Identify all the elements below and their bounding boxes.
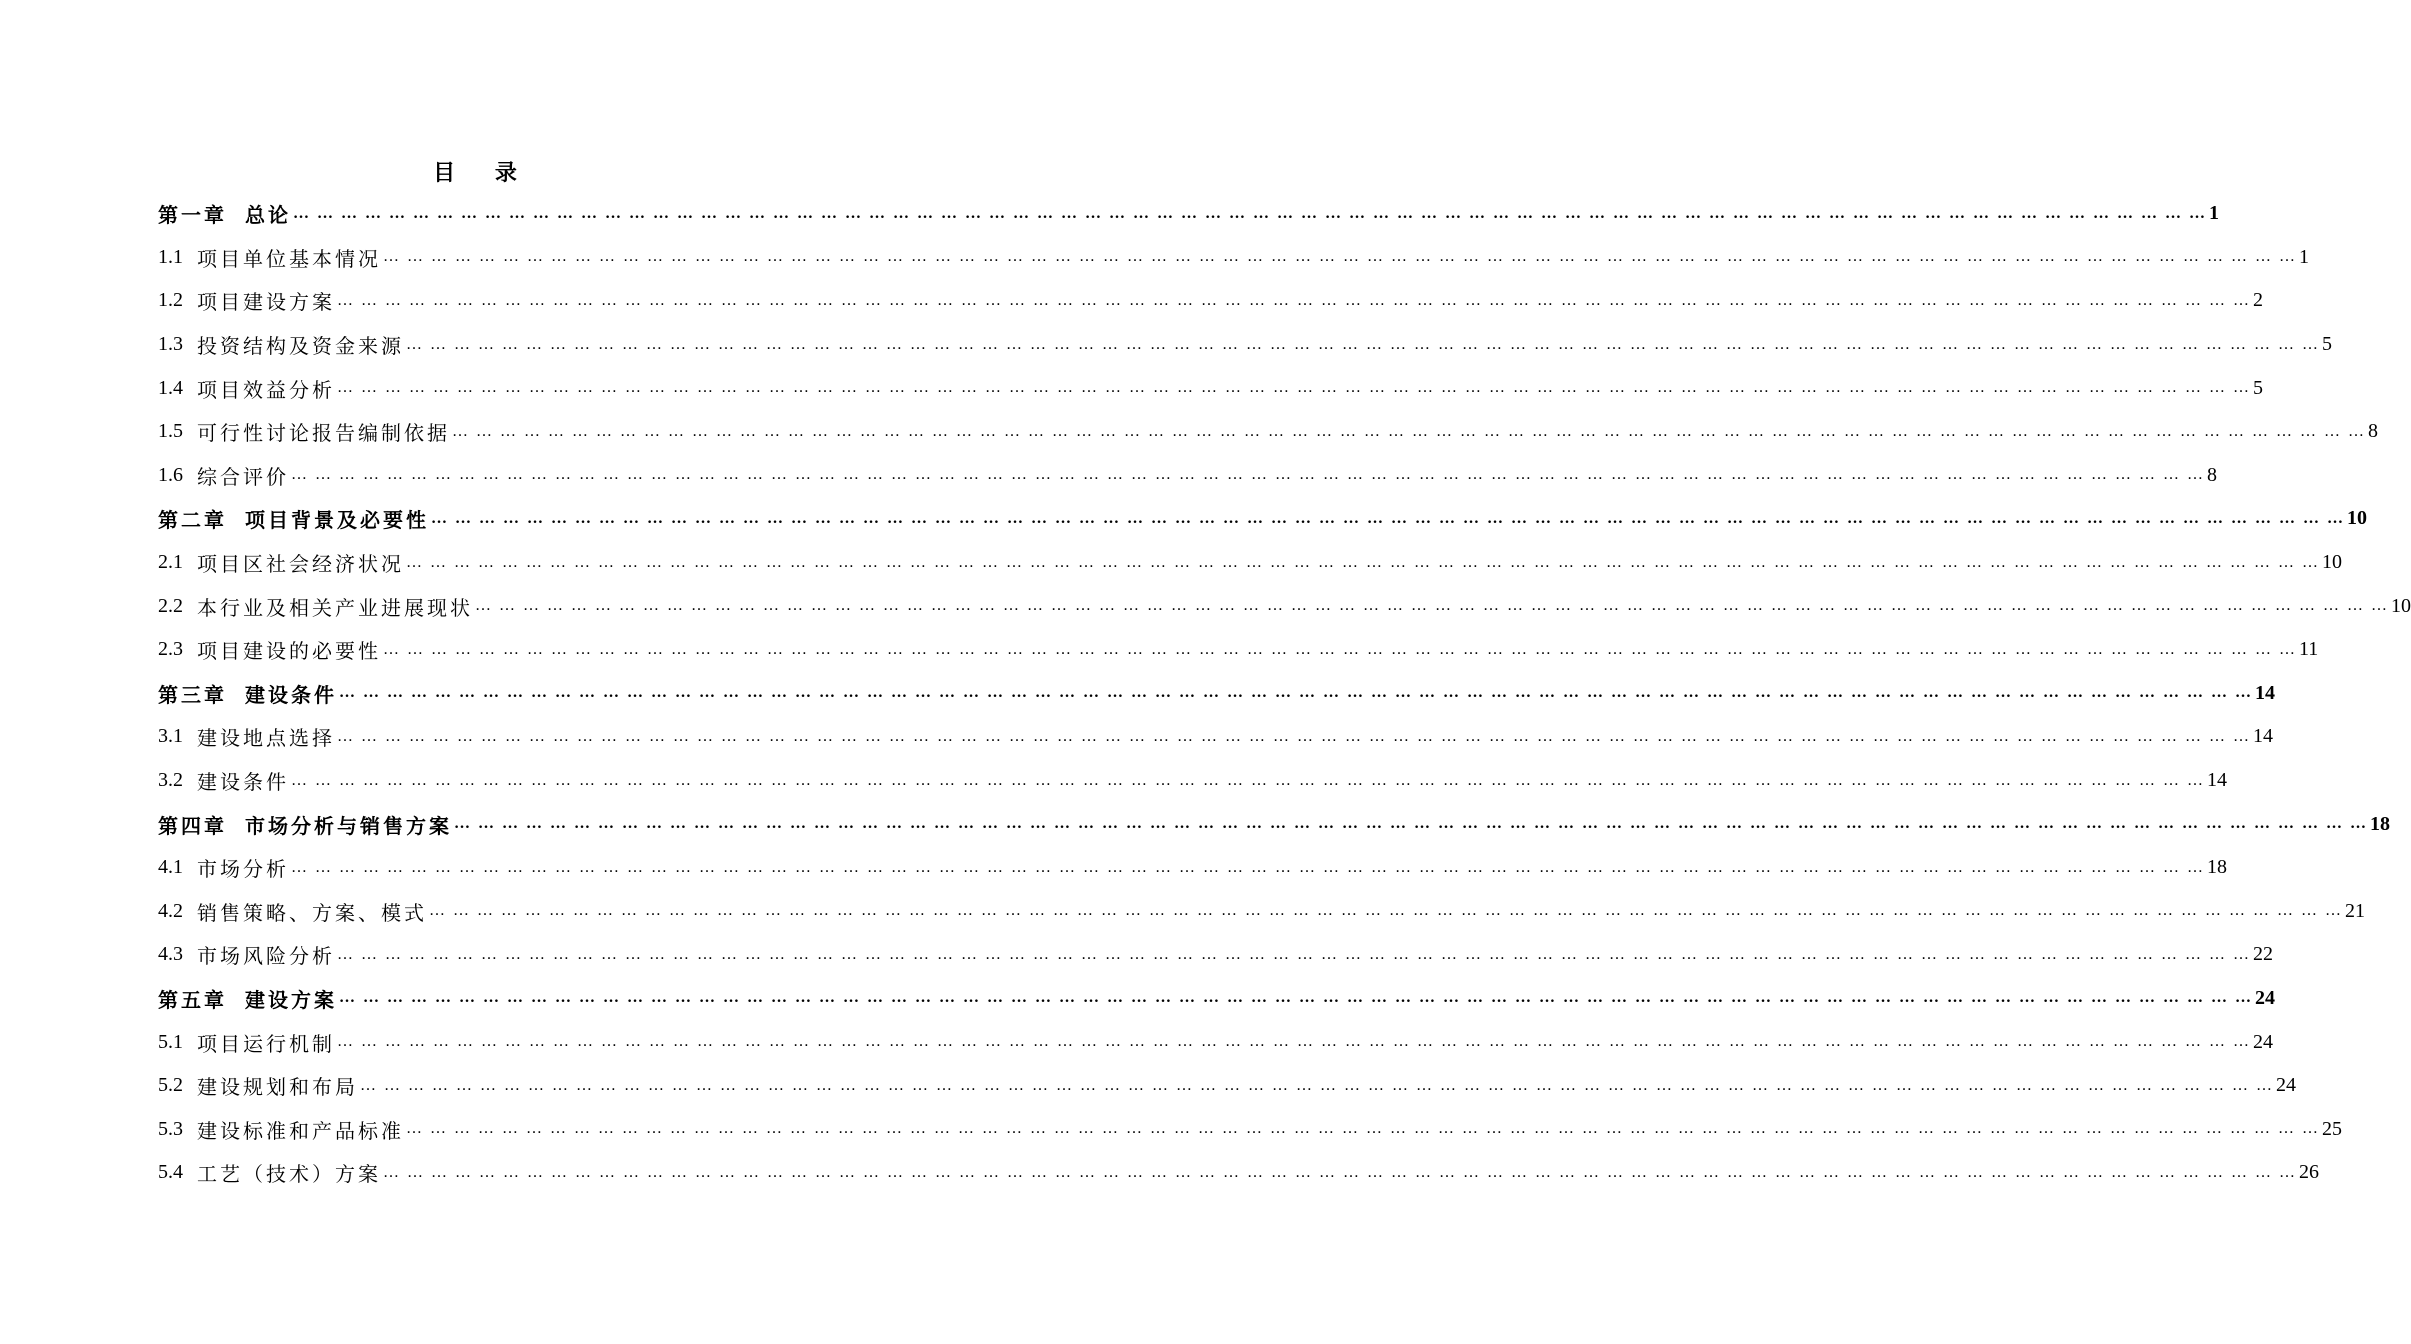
toc-page-number: 11 <box>2299 638 2319 661</box>
toc-entry-label: 建设方案 <box>245 987 337 1012</box>
toc-page-number: 24 <box>2276 1074 2296 1097</box>
toc-dot-leader: … … … … … … … … … … … … … … … … … … … … … … … … … … … … … … … … … … … … … … … … … … … … … … … … … … … … … … … … … … … … … … … … … … … … … … … … … … … … … … … … <box>337 291 2251 309</box>
toc-entry-label: 建设规划和布局 <box>197 1075 358 1100</box>
toc-page-number: 10 <box>2347 507 2367 530</box>
toc-entry-number: 1.4 <box>158 376 183 399</box>
toc-entry-label: 综合评价 <box>197 464 289 489</box>
toc-dot-leader: … … … … … … … … … … … … … … … … … … … … … … … … … … … … … … … … … … … … … … … … … … … … … … … … … … … … … … … … … … … … … … … … … … … … … … … … … … … … … … … … <box>452 422 2366 440</box>
toc-entry-label: 项目背景及必要性 <box>245 508 429 533</box>
toc-entry-label: 市场分析 <box>197 857 289 882</box>
toc-chapter-entry[interactable] <box>158 977 2275 1021</box>
toc-entry-number: 5.1 <box>158 1030 183 1053</box>
toc-chapter-entry[interactable] <box>158 192 2219 236</box>
toc-title: 目 录 <box>433 160 533 186</box>
toc-dot-leader: … … … … … … … … … … … … … … … … … … … … … … … … … … … … … … … … … … … … … … … … … … … … … … … … … … … … … … … … … … … … … … … … … … … … … … … … … … … … … … … … <box>406 553 2320 571</box>
toc-page-number: 14 <box>2207 769 2227 792</box>
toc-section-entry[interactable] <box>158 541 2342 585</box>
toc-entry-number: 4.2 <box>158 899 183 922</box>
toc-entry-label: 项目区社会经济状况 <box>197 552 404 577</box>
toc-page-number: 22 <box>2253 943 2273 966</box>
toc-entry-number: 3.1 <box>158 725 183 748</box>
toc-dot-leader: … … … … … … … … … … … … … … … … … … … … … … … … … … … … … … … … … … … … … … … … … … … … … … … … … … … … … … … … … … … … … … … … … … … … … … … … … … … … … … … … <box>337 945 2251 963</box>
toc-entry-number: 第三章 <box>158 682 227 707</box>
toc-entry-number: 3.2 <box>158 769 183 792</box>
toc-entry-label: 项目建设的必要性 <box>197 639 381 664</box>
toc-entry-label: 市场风险分析 <box>197 944 335 969</box>
toc-list <box>158 192 2411 1195</box>
toc-entry-number: 1.6 <box>158 463 183 486</box>
toc-entry-number: 1.3 <box>158 333 183 356</box>
toc-entry-number: 2.3 <box>158 638 183 661</box>
toc-dot-leader: … … … … … … … … … … … … … … … … … … … … … … … … … … … … … … … … … … … … … … … … … … … … … … … … … … … … … … … … … … … … … … … … … … … … … … … … … … … … … … … … <box>337 1033 2251 1051</box>
toc-page-number: 10 <box>2322 551 2342 574</box>
toc-section-entry[interactable] <box>158 933 2273 977</box>
toc-page-number: 18 <box>2370 812 2390 835</box>
toc-entry-number: 1.2 <box>158 289 183 312</box>
toc-chapter-entry[interactable] <box>158 497 2367 541</box>
toc-page-number: 24 <box>2255 986 2275 1009</box>
toc-section-entry[interactable] <box>158 279 2263 323</box>
toc-entry-number: 2.2 <box>158 594 183 617</box>
toc-entry-label: 投资结构及资金来源 <box>197 334 404 359</box>
toc-section-entry[interactable] <box>158 890 2365 934</box>
toc-page-number: 2 <box>2253 289 2263 312</box>
toc-entry-label: 项目运行机制 <box>197 1031 335 1056</box>
toc-dot-leader: … … … … … … … … … … … … … … … … … … … … … … … … … … … … … … … … … … … … … … … … … … … … … … … … … … … … … … … … … … … … … … … … … … … … … … … … … … … … … … … … <box>431 509 2345 527</box>
toc-section-entry[interactable] <box>158 454 2217 498</box>
toc-entry-label: 项目单位基本情况 <box>197 246 381 271</box>
toc-dot-leader: … … … … … … … … … … … … … … … … … … … … … … … … … … … … … … … … … … … … … … … … … … … … … … … … … … … … … … … … … … … … … … … … … … … … … … … … … … … … … … … … <box>291 771 2205 789</box>
toc-dot-leader: … … … … … … … … … … … … … … … … … … … … … … … … … … … … … … … … … … … … … … … … … … … … … … … … … … … … … … … … … … … … … … … … … … … … … … … … … … … … … … … … <box>339 684 2253 702</box>
toc-dot-leader: … … … … … … … … … … … … … … … … … … … … … … … … … … … … … … … … … … … … … … … … … … … … … … … … … … … … … … … … … … … … … … … … … … … … … … … … … … … … … … … … <box>475 597 2389 615</box>
toc-dot-leader: … … … … … … … … … … … … … … … … … … … … … … … … … … … … … … … … … … … … … … … … … … … … … … … … … … … … … … … … … … … … … … … … … … … … … … … … … … … … … … … … <box>337 727 2251 745</box>
toc-entry-label: 项目建设方案 <box>197 290 335 315</box>
toc-section-entry[interactable] <box>158 366 2263 410</box>
toc-section-entry[interactable] <box>158 759 2227 803</box>
toc-page-number: 10 <box>2391 594 2411 617</box>
toc-section-entry[interactable] <box>158 1064 2296 1108</box>
toc-page-number: 1 <box>2209 202 2219 225</box>
toc-entry-number: 2.1 <box>158 551 183 574</box>
toc-chapter-entry[interactable] <box>158 802 2390 846</box>
toc-page-number: 21 <box>2345 899 2365 922</box>
toc-page-number: 14 <box>2255 681 2275 704</box>
toc-entry-number: 第二章 <box>158 508 227 533</box>
toc-entry-label: 项目效益分析 <box>197 377 335 402</box>
toc-page-number: 1 <box>2299 245 2309 268</box>
toc-entry-label: 本行业及相关产业进展现状 <box>197 595 473 620</box>
toc-entry-number: 4.3 <box>158 943 183 966</box>
toc-entry-label: 工艺（技术）方案 <box>197 1162 381 1187</box>
toc-page-number: 25 <box>2322 1117 2342 1140</box>
toc-entry-number: 5.3 <box>158 1117 183 1140</box>
toc-entry-label: 建设条件 <box>245 682 337 707</box>
toc-entry-number: 第四章 <box>158 813 227 838</box>
toc-dot-leader: … … … … … … … … … … … … … … … … … … … … … … … … … … … … … … … … … … … … … … … … … … … … … … … … … … … … … … … … … … … … … … … … … … … … … … … … … … … … … … … … <box>360 1076 2274 1094</box>
toc-page-number: 8 <box>2368 420 2378 443</box>
toc-dot-leader: … … … … … … … … … … … … … … … … … … … … … … … … … … … … … … … … … … … … … … … … … … … … … … … … … … … … … … … … … … … … … … … … … … … … … … … … … … … … … … … … <box>383 1163 2297 1181</box>
toc-dot-leader: … … … … … … … … … … … … … … … … … … … … … … … … … … … … … … … … … … … … … … … … … … … … … … … … … … … … … … … … … … … … … … … … … … … … … … … … … … … … … … … … <box>337 379 2251 397</box>
toc-entry-number: 第一章 <box>158 203 227 228</box>
toc-section-entry[interactable] <box>158 715 2273 759</box>
toc-entry-label: 市场分析与销售方案 <box>245 813 452 838</box>
toc-dot-leader: … … … … … … … … … … … … … … … … … … … … … … … … … … … … … … … … … … … … … … … … … … … … … … … … … … … … … … … … … … … … … … … … … … … … … … … … … … … … … … … … <box>339 989 2253 1007</box>
toc-entry-number: 第五章 <box>158 987 227 1012</box>
toc-section-entry[interactable] <box>158 236 2309 280</box>
toc-page-number: 18 <box>2207 856 2227 879</box>
toc-section-entry[interactable] <box>158 410 2378 454</box>
toc-section-entry[interactable] <box>158 1020 2273 1064</box>
toc-dot-leader: … … … … … … … … … … … … … … … … … … … … … … … … … … … … … … … … … … … … … … … … … … … … … … … … … … … … … … … … … … … … … … … … … … … … … … … … … … … … … … … … <box>383 640 2297 658</box>
toc-dot-leader: … … … … … … … … … … … … … … … … … … … … … … … … … … … … … … … … … … … … … … … … … … … … … … … … … … … … … … … … … … … … … … … … … … … … … … … … … … … … … … … … <box>406 335 2320 353</box>
toc-section-entry[interactable] <box>158 323 2332 367</box>
toc-section-entry[interactable] <box>158 846 2227 890</box>
toc-page-number: 24 <box>2253 1030 2273 1053</box>
toc-entry-label: 建设地点选择 <box>197 726 335 751</box>
toc-entry-number: 5.2 <box>158 1074 183 1097</box>
toc-section-entry[interactable] <box>158 628 2319 672</box>
toc-entry-number: 1.1 <box>158 245 183 268</box>
toc-section-entry[interactable] <box>158 1151 2319 1195</box>
toc-dot-leader: … … … … … … … … … … … … … … … … … … … … … … … … … … … … … … … … … … … … … … … … … … … … … … … … … … … … … … … … … … … … … … … … … … … … … … … … … … … … … … … … <box>406 1120 2320 1138</box>
toc-dot-leader: … … … … … … … … … … … … … … … … … … … … … … … … … … … … … … … … … … … … … … … … … … … … … … … … … … … … … … … … … … … … … … … … … … … … … … … … … … … … … … … … <box>383 248 2297 266</box>
toc-dot-leader: … … … … … … … … … … … … … … … … … … … … … … … … … … … … … … … … … … … … … … … … … … … … … … … … … … … … … … … … … … … … … … … … … … … … … … … … … … … … … … … … <box>429 902 2343 920</box>
toc-entry-number: 1.5 <box>158 420 183 443</box>
toc-page-number: 5 <box>2253 376 2263 399</box>
toc-entry-label: 销售策略、方案、模式 <box>197 900 427 925</box>
toc-page-number: 5 <box>2322 333 2332 356</box>
toc-chapter-entry[interactable] <box>158 672 2275 716</box>
toc-entry-number: 5.4 <box>158 1161 183 1184</box>
toc-dot-leader: … … … … … … … … … … … … … … … … … … … … … … … … … … … … … … … … … … … … … … … … … … … … … … … … … … … … … … … … … … … … … … … … … … … … … … … … … … … … … … … … <box>291 858 2205 876</box>
toc-dot-leader: … … … … … … … … … … … … … … … … … … … … … … … … … … … … … … … … … … … … … … … … … … … … … … … … … … … … … … … … … … … … … … … … … … … … … … … … … … … … … … … … <box>291 466 2205 484</box>
toc-page-number: 14 <box>2253 725 2273 748</box>
toc-section-entry[interactable] <box>158 584 2411 628</box>
toc-entry-label: 建设条件 <box>197 770 289 795</box>
toc-entry-label: 建设标准和产品标准 <box>197 1118 404 1143</box>
toc-page-number: 26 <box>2299 1161 2319 1184</box>
toc-dot-leader: … … … … … … … … … … … … … … … … … … … … … … … … … … … … … … … … … … … … … … … … … … … … … … … … … … … … … … … … … … … … … … … … … … … … … … … … … … … … … … … … <box>293 204 2207 222</box>
toc-section-entry[interactable] <box>158 1107 2342 1151</box>
toc-dot-leader: … … … … … … … … … … … … … … … … … … … … … … … … … … … … … … … … … … … … … … … … … … … … … … … … … … … … … … … … … … … … … … … … … … … … … … … … … … … … … … … … <box>454 815 2368 833</box>
toc-entry-label: 可行性讨论报告编制依据 <box>197 421 450 446</box>
toc-entry-label: 总论 <box>245 203 291 228</box>
toc-page-number: 8 <box>2207 463 2217 486</box>
toc-entry-number: 4.1 <box>158 856 183 879</box>
